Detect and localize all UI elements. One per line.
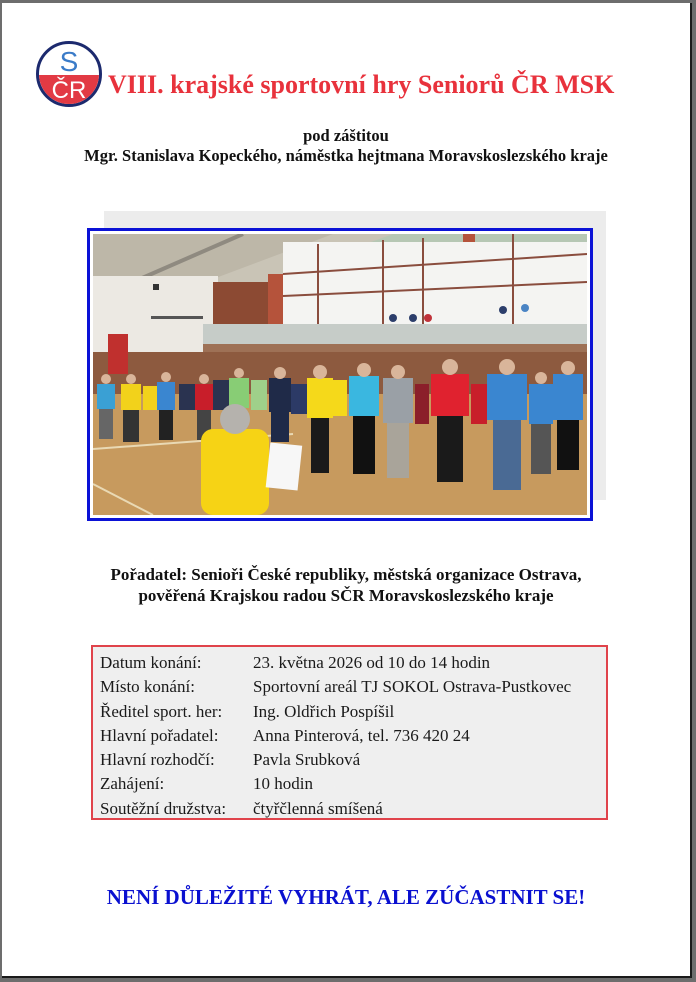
patronage-line-2: Mgr. Stanislava Kopeckého, náměstka hejtmana Moravskoslezského kraje bbox=[84, 146, 608, 165]
info-row-opening bbox=[100, 772, 606, 796]
info-label: Hlavní pořadatel: bbox=[100, 725, 219, 745]
info-label: Zahájení: bbox=[100, 774, 165, 794]
patronage-block bbox=[2, 126, 690, 166]
organizer-line-1: Pořadatel: Senioři České republiky, městská organizace Ostrava, bbox=[110, 565, 582, 584]
info-value: Sportovní areál TJ SOKOL Ostrava-Pustkovec bbox=[253, 677, 572, 697]
info-value: 23. května 2026 od 10 do 14 hodin bbox=[253, 653, 491, 672]
info-value: Anna Pinterová, tel. 736 420 24 bbox=[253, 725, 470, 745]
info-row-main-organizer bbox=[100, 724, 606, 748]
logo-letters-cr: ČR bbox=[51, 77, 87, 104]
info-row-date bbox=[100, 651, 606, 675]
organizer-line-2: pověřená Krajskou radou SČR Moravskoslezského kraje bbox=[138, 586, 554, 605]
info-row-teams bbox=[100, 797, 606, 821]
info-value: Ing. Oldřich Pospíšil bbox=[253, 701, 395, 721]
event-title: VIII. krajské sportovní hry Seniorů ČR MSK bbox=[108, 70, 615, 99]
info-label: Hlavní rozhodčí: bbox=[100, 750, 215, 770]
info-row-referee bbox=[100, 748, 606, 772]
scr-logo-icon bbox=[36, 41, 102, 107]
info-label: Datum konání: bbox=[100, 653, 202, 672]
info-row-director bbox=[100, 700, 606, 724]
info-value: 10 hodin bbox=[253, 774, 313, 794]
info-value: Pavla Srubková bbox=[253, 750, 361, 770]
logo-letter-s: S bbox=[59, 46, 79, 77]
group-photo bbox=[93, 234, 587, 515]
organizer-block bbox=[2, 564, 690, 606]
info-row-venue bbox=[100, 675, 606, 699]
event-info-table bbox=[91, 645, 608, 820]
info-label: Místo konání: bbox=[100, 677, 195, 697]
info-label: Soutěžní družstva: bbox=[100, 798, 227, 818]
info-value: čtyřčlenná smíšená bbox=[253, 798, 383, 818]
poster-page bbox=[2, 3, 692, 978]
slogan: NENÍ DŮLEŽITÉ VYHRÁT, ALE ZÚČASTNIT SE! bbox=[106, 885, 586, 909]
info-label: Ředitel sport. her: bbox=[100, 701, 223, 721]
photo-frame bbox=[87, 228, 593, 521]
patronage-line-1: pod záštitou bbox=[303, 126, 389, 145]
